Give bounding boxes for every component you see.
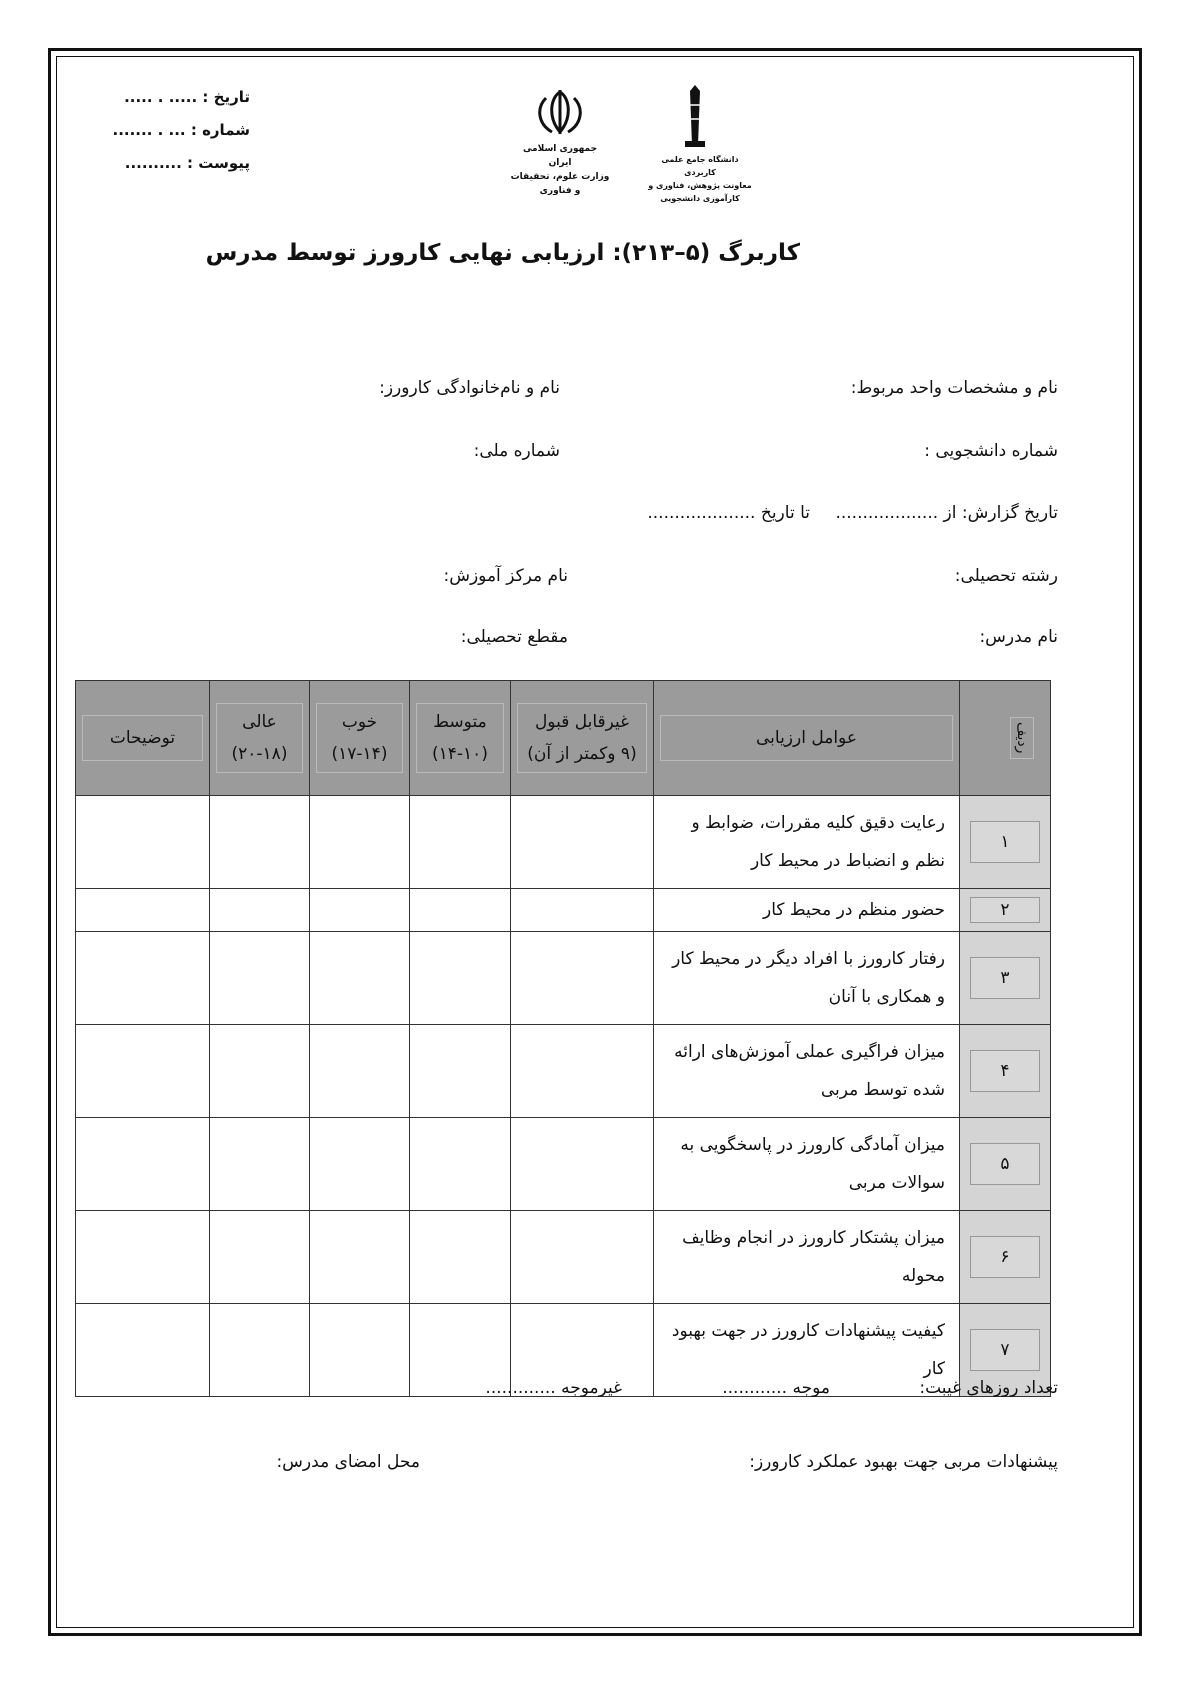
cell-excellent[interactable] [210, 796, 310, 889]
tower-icon [645, 85, 755, 149]
cell-average[interactable] [410, 796, 511, 889]
row-factor: حضور منظم در محیط کار [654, 889, 960, 932]
emblem-text-2: وزارت علوم، تحقیقات و فناوری [510, 172, 610, 196]
emblem-text-1: جمهوری اسلامی ایران [522, 144, 598, 168]
intern-name-field: نام و نام‌خانوادگی کارورز: [379, 378, 560, 398]
row-number: ۲ [960, 889, 1051, 932]
cell-excellent[interactable] [210, 1025, 310, 1118]
cell-notes[interactable] [76, 889, 210, 932]
instructor-suggestions-label: پیشنهادات مربی جهت بهبود عملکرد کارورز: [749, 1452, 1058, 1472]
cell-unacceptable[interactable] [511, 1025, 654, 1118]
row-number: ۱ [960, 796, 1051, 889]
field-of-study-field: رشته تحصیلی: [954, 566, 1058, 586]
report-date-field: تاریخ گزارش: از ................... [835, 503, 1058, 523]
degree-level-field: مقطع تحصیلی: [460, 627, 568, 647]
row-number: ۴ [960, 1025, 1051, 1118]
cell-notes[interactable] [76, 796, 210, 889]
row-number: ۳ [960, 932, 1051, 1025]
cell-excellent[interactable] [210, 1118, 310, 1211]
university-logo [645, 85, 755, 203]
cell-average[interactable] [410, 1025, 511, 1118]
table-row [76, 889, 1051, 932]
iran-emblem-logo [510, 88, 610, 196]
table-row [76, 1025, 1051, 1118]
header-unacceptable: غیرقابل قبول (۹ وکمتر از آن) [511, 681, 654, 796]
cell-notes[interactable] [76, 932, 210, 1025]
evaluation-table [75, 680, 1051, 1397]
table-header-row [76, 681, 1051, 796]
justified-absence: موجه ............ [722, 1378, 830, 1398]
table-row [76, 1118, 1051, 1211]
cell-notes[interactable] [76, 1025, 210, 1118]
training-center-field: نام مرکز آموزش: [443, 566, 568, 586]
unjustified-absence: غیرموجه ............. [485, 1378, 622, 1398]
student-number-field: شماره دانشجویی : [924, 441, 1058, 461]
instructor-name-field: نام مدرس: [979, 627, 1058, 647]
table-row [76, 932, 1051, 1025]
cell-unacceptable[interactable] [511, 932, 654, 1025]
header-notes: توضیحات [76, 681, 210, 796]
cell-good[interactable] [310, 1025, 410, 1118]
cell-average[interactable] [410, 889, 511, 932]
row-factor: کیفیت پیشنهادات کارورز در جهت بهبود کار [654, 1304, 960, 1397]
cell-good[interactable] [310, 932, 410, 1025]
header-row-number: ردیف [960, 681, 1051, 796]
emblem-icon [510, 88, 610, 138]
national-id-field: شماره ملی: [473, 441, 560, 461]
row-number: ۶ [960, 1211, 1051, 1304]
cell-notes[interactable] [76, 1304, 210, 1397]
cell-good[interactable] [310, 796, 410, 889]
cell-excellent[interactable] [210, 1211, 310, 1304]
row-factor: میزان پشتکار کارورز در انجام وظایف محوله [654, 1211, 960, 1304]
cell-notes[interactable] [76, 1118, 210, 1211]
instructor-signature-label: محل امضای مدرس: [276, 1452, 420, 1472]
header-excellent: عالی (۲۰-۱۸) [210, 681, 310, 796]
number-label: شماره : ... . ....... [112, 121, 250, 139]
header-average: متوسط (۱۴-۱۰) [410, 681, 511, 796]
row-factor: میزان فراگیری عملی آموزش‌های ارائه شده توسط مربی [654, 1025, 960, 1118]
table-row [76, 796, 1051, 889]
absence-days-label: تعداد روزهای غیبت: [919, 1378, 1058, 1398]
cell-unacceptable[interactable] [511, 1211, 654, 1304]
row-factor: میزان آمادگی کارورز در پاسخگویی به سوالات مربی [654, 1118, 960, 1211]
report-date-to-field: تا تاریخ .................... [647, 503, 810, 523]
table-row [76, 1211, 1051, 1304]
cell-good[interactable] [310, 1304, 410, 1397]
cell-good[interactable] [310, 1118, 410, 1211]
attachment-label: پیوست : .......... [124, 154, 250, 172]
cell-unacceptable[interactable] [511, 1118, 654, 1211]
header-good: خوب (۱۷-۱۴) [310, 681, 410, 796]
cell-excellent[interactable] [210, 889, 310, 932]
cell-excellent[interactable] [210, 932, 310, 1025]
row-factor: رعایت دقیق کلیه مقررات، ضوابط و نظم و انضباط در محیط کار [654, 796, 960, 889]
cell-good[interactable] [310, 889, 410, 932]
university-text-1: دانشگاه جامع علمی کاربردی [661, 155, 739, 177]
unit-name-field: نام و مشخصات واحد مربوط: [850, 378, 1058, 398]
cell-average[interactable] [410, 1118, 511, 1211]
page-title: کاربرگ (۵–۲۱۳): ارزیابی نهایی کارورز توسط مدرس [205, 240, 800, 266]
cell-unacceptable[interactable] [511, 796, 654, 889]
cell-notes[interactable] [76, 1211, 210, 1304]
cell-excellent[interactable] [210, 1304, 310, 1397]
row-factor: رفتار کارورز با افراد دیگر در محیط کار و همکاری با آنان [654, 932, 960, 1025]
row-number: ۷ [960, 1304, 1051, 1397]
university-text-2: معاونت پژوهش، فناوری و کارآموزی دانشجویی [648, 181, 752, 203]
cell-average[interactable] [410, 1211, 511, 1304]
header-factors: عوامل ارزیابی [654, 681, 960, 796]
cell-good[interactable] [310, 1211, 410, 1304]
cell-unacceptable[interactable] [511, 889, 654, 932]
cell-average[interactable] [410, 932, 511, 1025]
date-label: تاریخ : ..... . ..... [124, 88, 250, 106]
row-number: ۵ [960, 1118, 1051, 1211]
